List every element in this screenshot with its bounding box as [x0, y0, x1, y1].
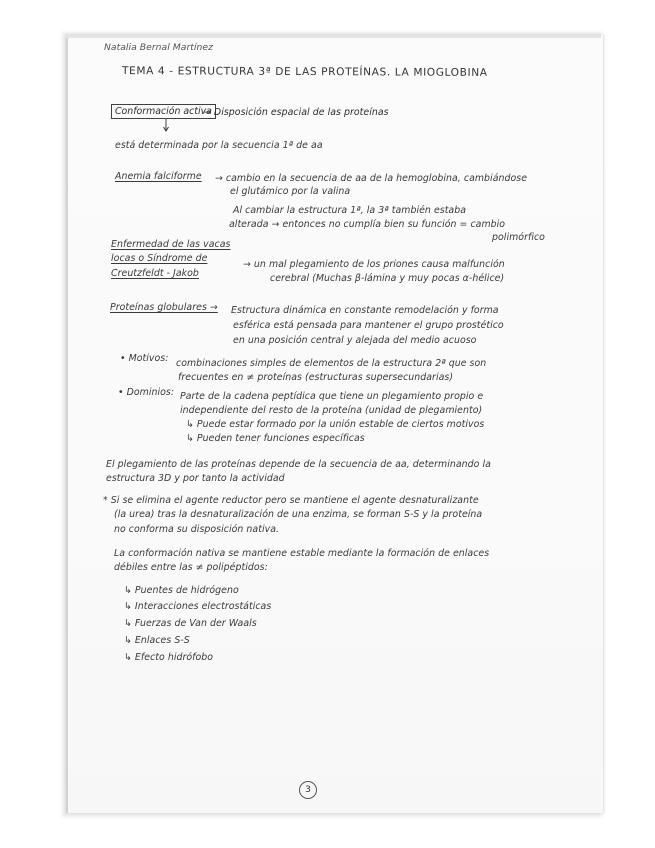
dominios-term: • Dominios: [118, 387, 175, 398]
anemia-line-1: → cambio en la secuencia de aa de la hemoglobina, cambiándose [215, 173, 528, 184]
motivos-line-2: frecuentes en ≠ proteínas (estructuras supersecundarias) [178, 372, 454, 383]
nativa-item: ↳ Fuerzas de Van der Waals [124, 618, 257, 629]
dominios-line-1: Parte de la cadena peptídica que tiene un plegamiento propio e [180, 391, 484, 402]
globulares-line-3: en una posición central y alejada del medio acuoso [233, 335, 477, 346]
nativa-item: ↳ Efecto hidrófobo [124, 652, 214, 663]
enfermedad-term-3: Creutzfeldt - Jakob [111, 268, 199, 279]
nativa-item: ↳ Enlaces S-S [124, 635, 190, 646]
anemia-line-2: el glutámico por la valina [230, 186, 351, 197]
plegamiento-line-1: El plegamiento de las proteínas depende de la secuencia de aa, determinando la [106, 459, 491, 470]
nativa-item: ↳ Interacciones electrostáticas [124, 601, 272, 612]
reductor-line-2: (la urea) tras la desnaturalización de una enzima, se forman S-S y la proteína [114, 509, 483, 520]
page-number: 3 [299, 781, 317, 799]
motivos-line-1: combinaciones simples de elementos de la estructura 2ª que son [176, 358, 487, 369]
nativa-line-2: débiles entre las ≠ polipéptidos: [114, 562, 268, 573]
dominios-line-3: ↳ Puede estar formado por la unión estable de ciertos motivos [186, 419, 485, 430]
enfermedad-term-2: locas o Síndrome de [111, 253, 208, 264]
arrow-down-icon [163, 118, 169, 132]
plegamiento-line-2: estructura 3D y por tanto la actividad [106, 473, 285, 484]
enfermedad-line-1: → un mal plegamiento de los priones causa malfunción [243, 259, 505, 270]
motivos-term: • Motivos: [120, 353, 169, 364]
reductor-line-3: no conforma su disposición nativa. [114, 524, 280, 535]
conformacion-term-box: Conformación activa [111, 104, 216, 119]
anemia-term: Anemia falciforme [115, 171, 202, 182]
dominios-line-4: ↳ Pueden tener funciones específicas [186, 433, 365, 444]
nativa-item: ↳ Puentes de hidrógeno [124, 585, 239, 596]
conformacion-determined: está determinada por la secuencia 1ª de aa [115, 140, 323, 151]
page-edge [66, 35, 601, 38]
anemia-line-5: polimórfico [492, 232, 545, 243]
anemia-line-4: alterada → entonces no cumplía bien su función = cambio [229, 219, 506, 230]
dominios-line-2: independiente del resto de la proteína (unidad de plegamiento) [180, 405, 483, 416]
nativa-line-1: La conformación nativa se mantiene estable mediante la formación de enlaces [114, 548, 490, 559]
globulares-line-2: esférica está pensada para mantener el grupo prostético [233, 320, 504, 331]
anemia-line-3: Al cambiar la estructura 1ª, la 3ª también estaba [233, 205, 467, 216]
globulares-term: Proteínas globulares → [110, 302, 218, 313]
enfermedad-line-2: cerebral (Muchas β-lámina y muy pocas α-hélice) [270, 273, 505, 284]
page-title: TEMA 4 - ESTRUCTURA 3ª DE LAS PROTEÍNAS. LA MIOGLOBINA [121, 65, 488, 79]
reductor-line-1: * Si se elimina el agente reductor pero se mantiene el agente desnaturalizante [103, 495, 479, 506]
enfermedad-term-1: Enfermedad de las vacas [111, 239, 231, 250]
globulares-line-1: Estructura dinámica en constante remodelación y forma [231, 305, 499, 316]
conformacion-definition: → Disposición espacial de las proteínas [203, 107, 389, 118]
author-name: Natalia Bernal Martínez [104, 42, 213, 53]
